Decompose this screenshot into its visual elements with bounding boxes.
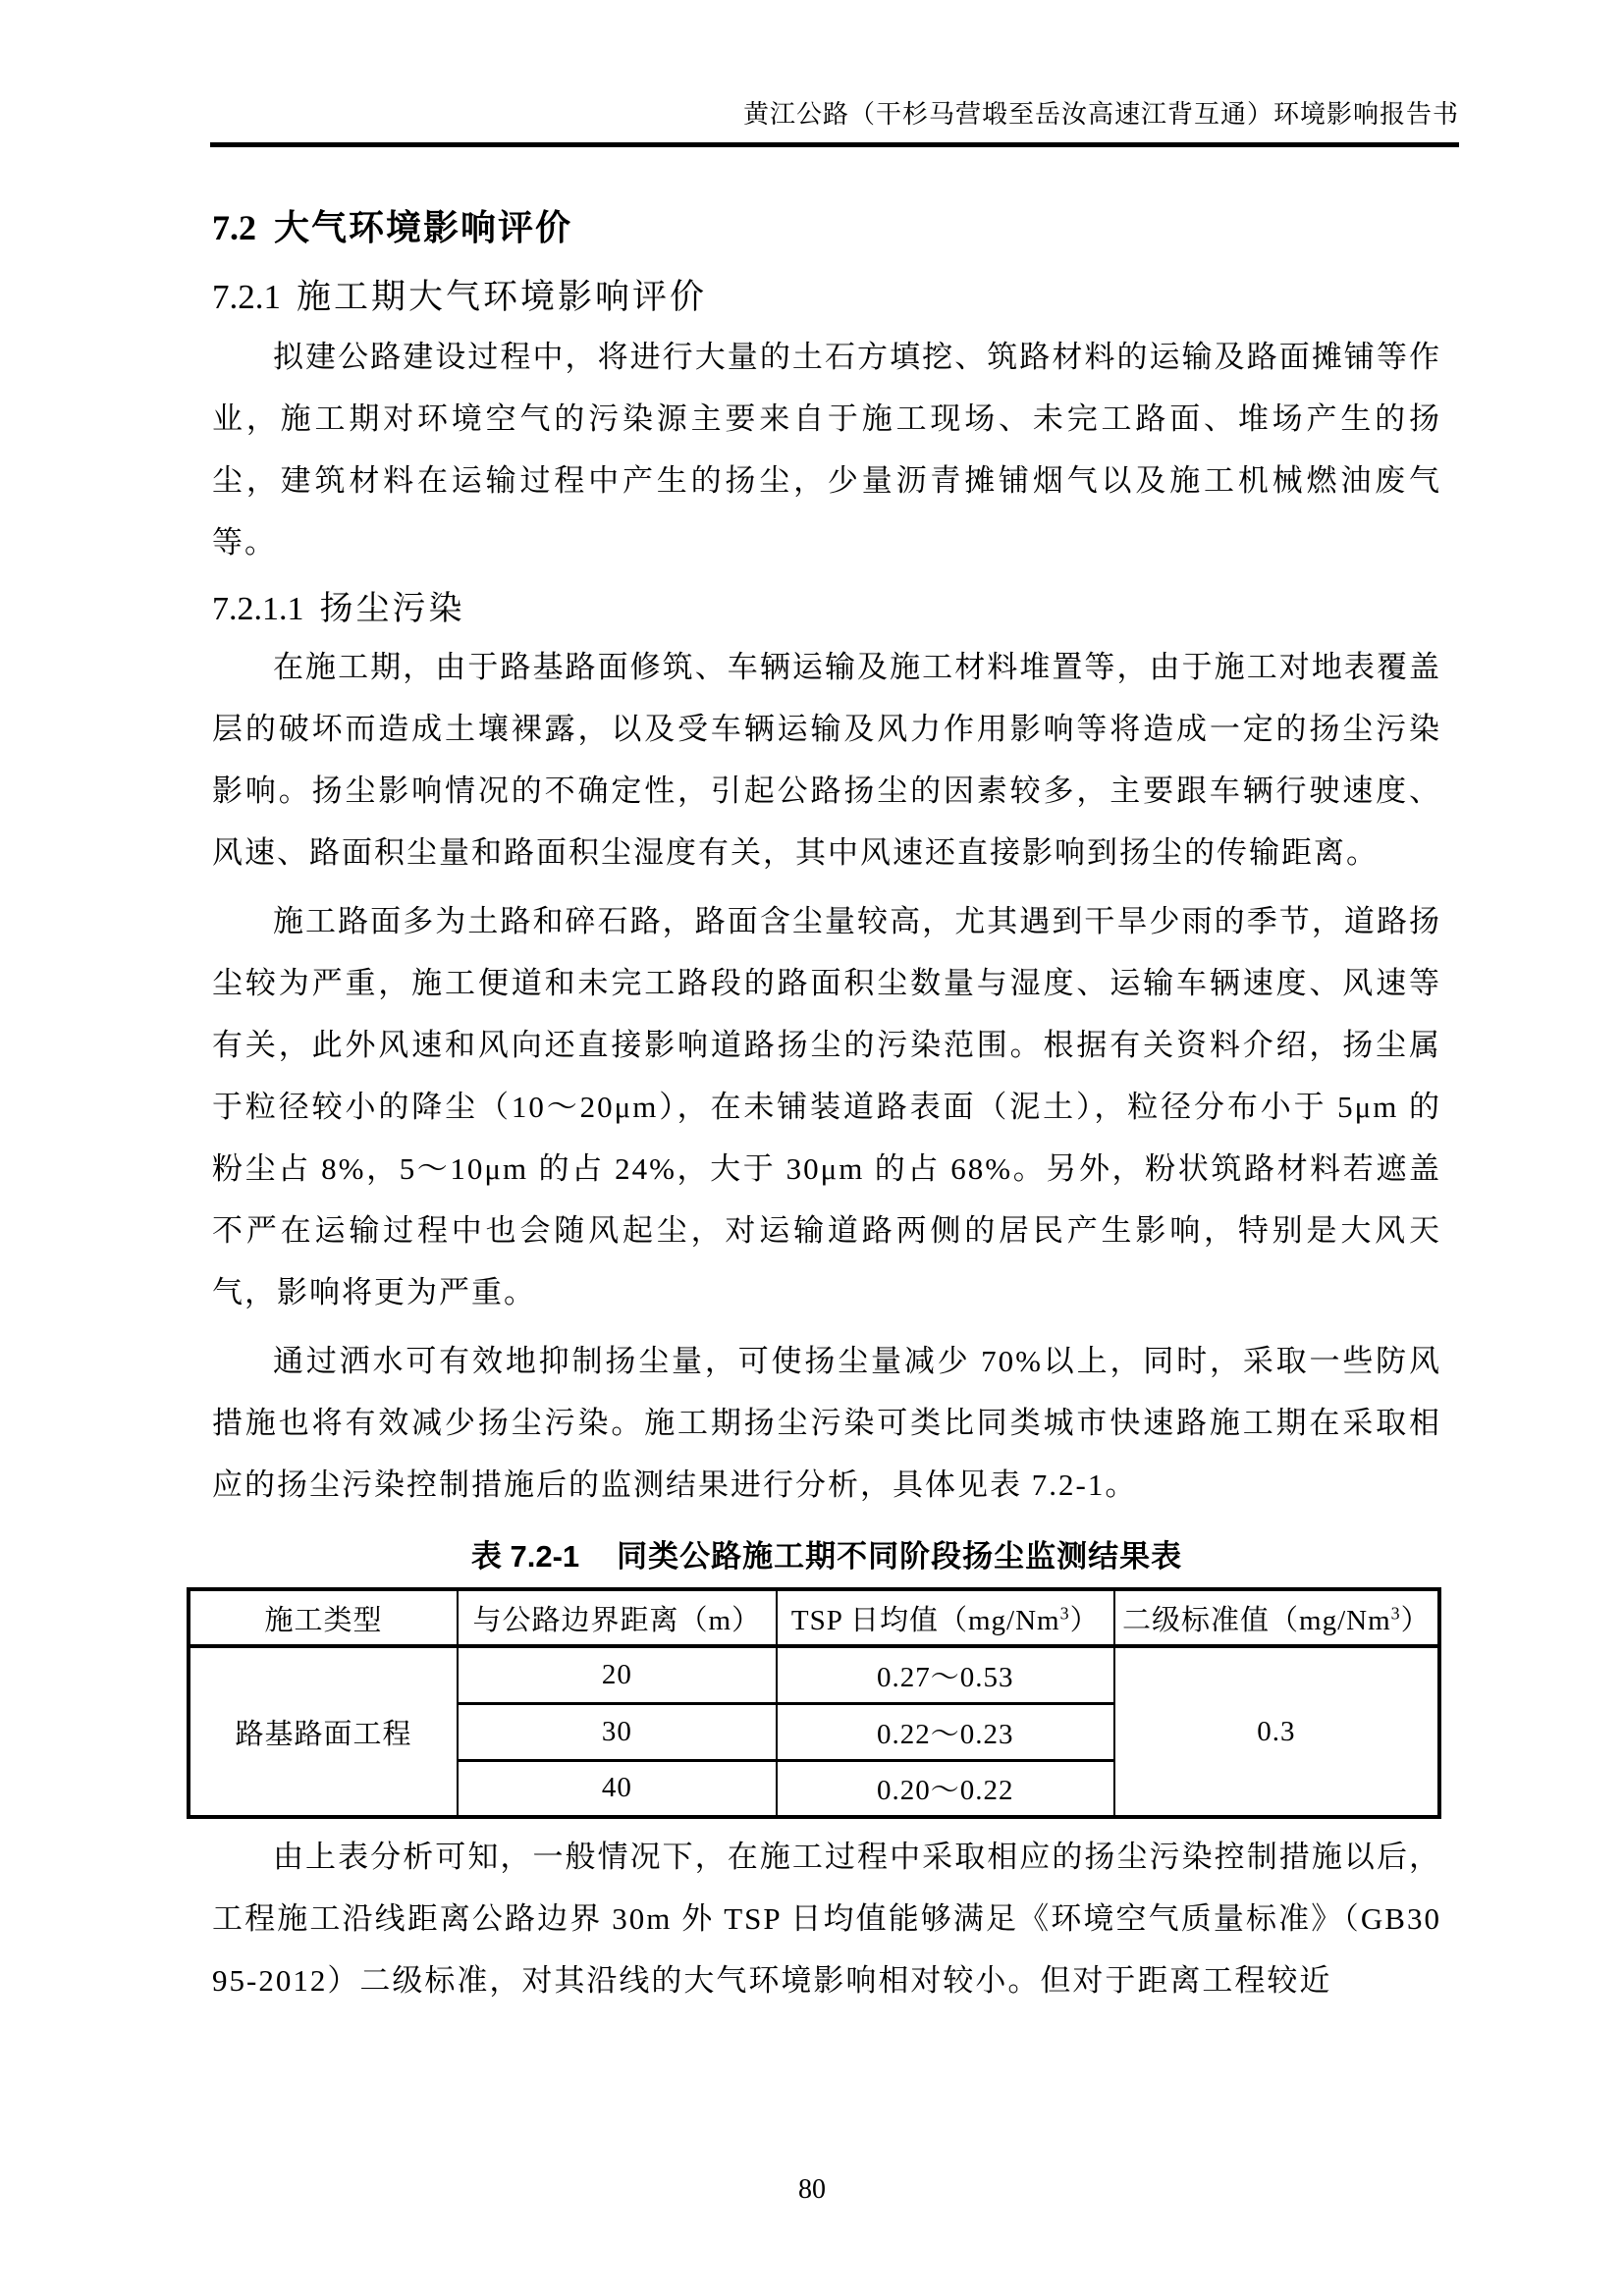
standard-header-close: ）	[1400, 1604, 1431, 1636]
section-number: 7.2.1	[212, 278, 281, 316]
cell-distance: 30	[458, 1703, 777, 1760]
section-title: 施工期大气环境影响评价	[297, 278, 708, 316]
section-number: 7.2.1.1	[212, 591, 304, 627]
paragraph-dust-causes: 在施工期，由于路基路面修筑、车辆运输及施工材料堆置等，由于施工对地表覆盖层的破坏而造成土壤裸露，以及受车辆运输及风力作用影响等将造成一定的扬尘污染影响。扬尘影响情况的不确定性，引起公路扬尘的因素较多，主要跟车辆行驶速度、风速、路面积尘量和路面积尘湿度有关，其中风速还直接影响到扬尘的传输距离。	[212, 650, 1441, 870]
section-heading-7-2-1-1	[212, 581, 1441, 629]
standard-header-superscript: 3	[1390, 1602, 1401, 1623]
table-caption	[212, 1531, 1441, 1575]
table-row	[189, 1646, 1439, 1703]
cell-tsp-range: 0.20～0.22	[777, 1760, 1114, 1817]
section-title: 扬尘污染	[319, 591, 465, 627]
paragraph-water-spray-mitigation: 通过洒水可有效地抑制扬尘量，可使扬尘量减少 70%以上，同时，采取一些防风措施也将有效减少扬尘污染。施工期扬尘污染可类比同类城市快速路施工期在采取相应的扬尘污染控制措施后的监测结果进行分析，具体见表 7.2-1。	[212, 1344, 1441, 1502]
section-heading-7-2-1	[212, 270, 1441, 319]
paragraph-dust-particle-sizes: 施工路面多为土路和碎石路，路面含尘量较高，尤其遇到干旱少雨的季节，道路扬尘较为严重，施工便道和未完工路段的路面积尘数量与湿度、运输车辆速度、风速等有关，此外风速和风向还直接影响道路扬尘的污染范围。根据有关资料介绍，扬尘属于粒径较小的降尘（10～20μm），在未铺装道路表面（泥土），粒径分布小于 5μm 的粉尘占 8%，5～10μm 的占 24%，大于 30μm 的占 68%。另外，粉状筑路材料若遮盖不严在运输过程中也会随风起尘，对运输道路两侧的居民产生影响，特别是大风天气，影响将更为严重。	[212, 904, 1441, 1309]
tsp-header-superscript: 3	[1059, 1602, 1070, 1623]
dust-monitoring-table	[187, 1587, 1441, 1819]
document-title: 黄江公路（干杉马营塅至岳汝高速江背互通）环境影响报告书	[742, 100, 1459, 129]
cell-tsp-range: 0.22～0.23	[777, 1703, 1114, 1760]
section-number: 7.2	[212, 208, 256, 247]
tsp-header-close: ）	[1069, 1604, 1100, 1636]
page-number: 80	[798, 2174, 826, 2205]
table-caption-number: 表 7.2-1	[470, 1539, 580, 1574]
section-title: 大气环境影响评价	[274, 207, 573, 247]
running-header	[210, 94, 1459, 147]
table-header-standard	[1114, 1589, 1439, 1646]
table-header-row	[189, 1589, 1439, 1646]
standard-header-text: 二级标准值（mg/Nm	[1122, 1604, 1391, 1636]
section-heading-7-2	[212, 200, 1441, 250]
cell-distance: 40	[458, 1760, 777, 1817]
page-content	[212, 200, 1441, 2011]
table-header-distance: 与公路边界距离（m）	[458, 1589, 777, 1646]
cell-construction-type: 路基路面工程	[189, 1646, 458, 1817]
cell-standard-value: 0.3	[1114, 1646, 1439, 1817]
page-footer	[0, 2174, 1624, 2206]
table-header-tsp	[777, 1589, 1114, 1646]
table-header-construction-type: 施工类型	[189, 1589, 458, 1646]
cell-distance: 20	[458, 1646, 777, 1703]
paragraph-table-analysis: 由上表分析可知，一般情况下，在施工过程中采取相应的扬尘污染控制措施以后，工程施工沿线距离公路边界 30m 外 TSP 日均值能够满足《环境空气质量标准》（GB3095-2012）二级标准，对其沿线的大气环境影响相对较小。但对于距离工程较近	[212, 1840, 1441, 1998]
paragraph-construction-overview: 拟建公路建设过程中，将进行大量的土石方填挖、筑路材料的运输及路面摊铺等作业，施工期对环境空气的污染源主要来自于施工现场、未完工路面、堆场产生的扬尘，建筑材料在运输过程中产生的扬尘，少量沥青摊铺烟气以及施工机械燃油废气等。	[212, 340, 1441, 560]
table-caption-title: 同类公路施工期不同阶段扬尘监测结果表	[617, 1539, 1183, 1574]
cell-tsp-range: 0.27～0.53	[777, 1646, 1114, 1703]
tsp-header-text: TSP 日均值（mg/Nm	[790, 1604, 1060, 1636]
